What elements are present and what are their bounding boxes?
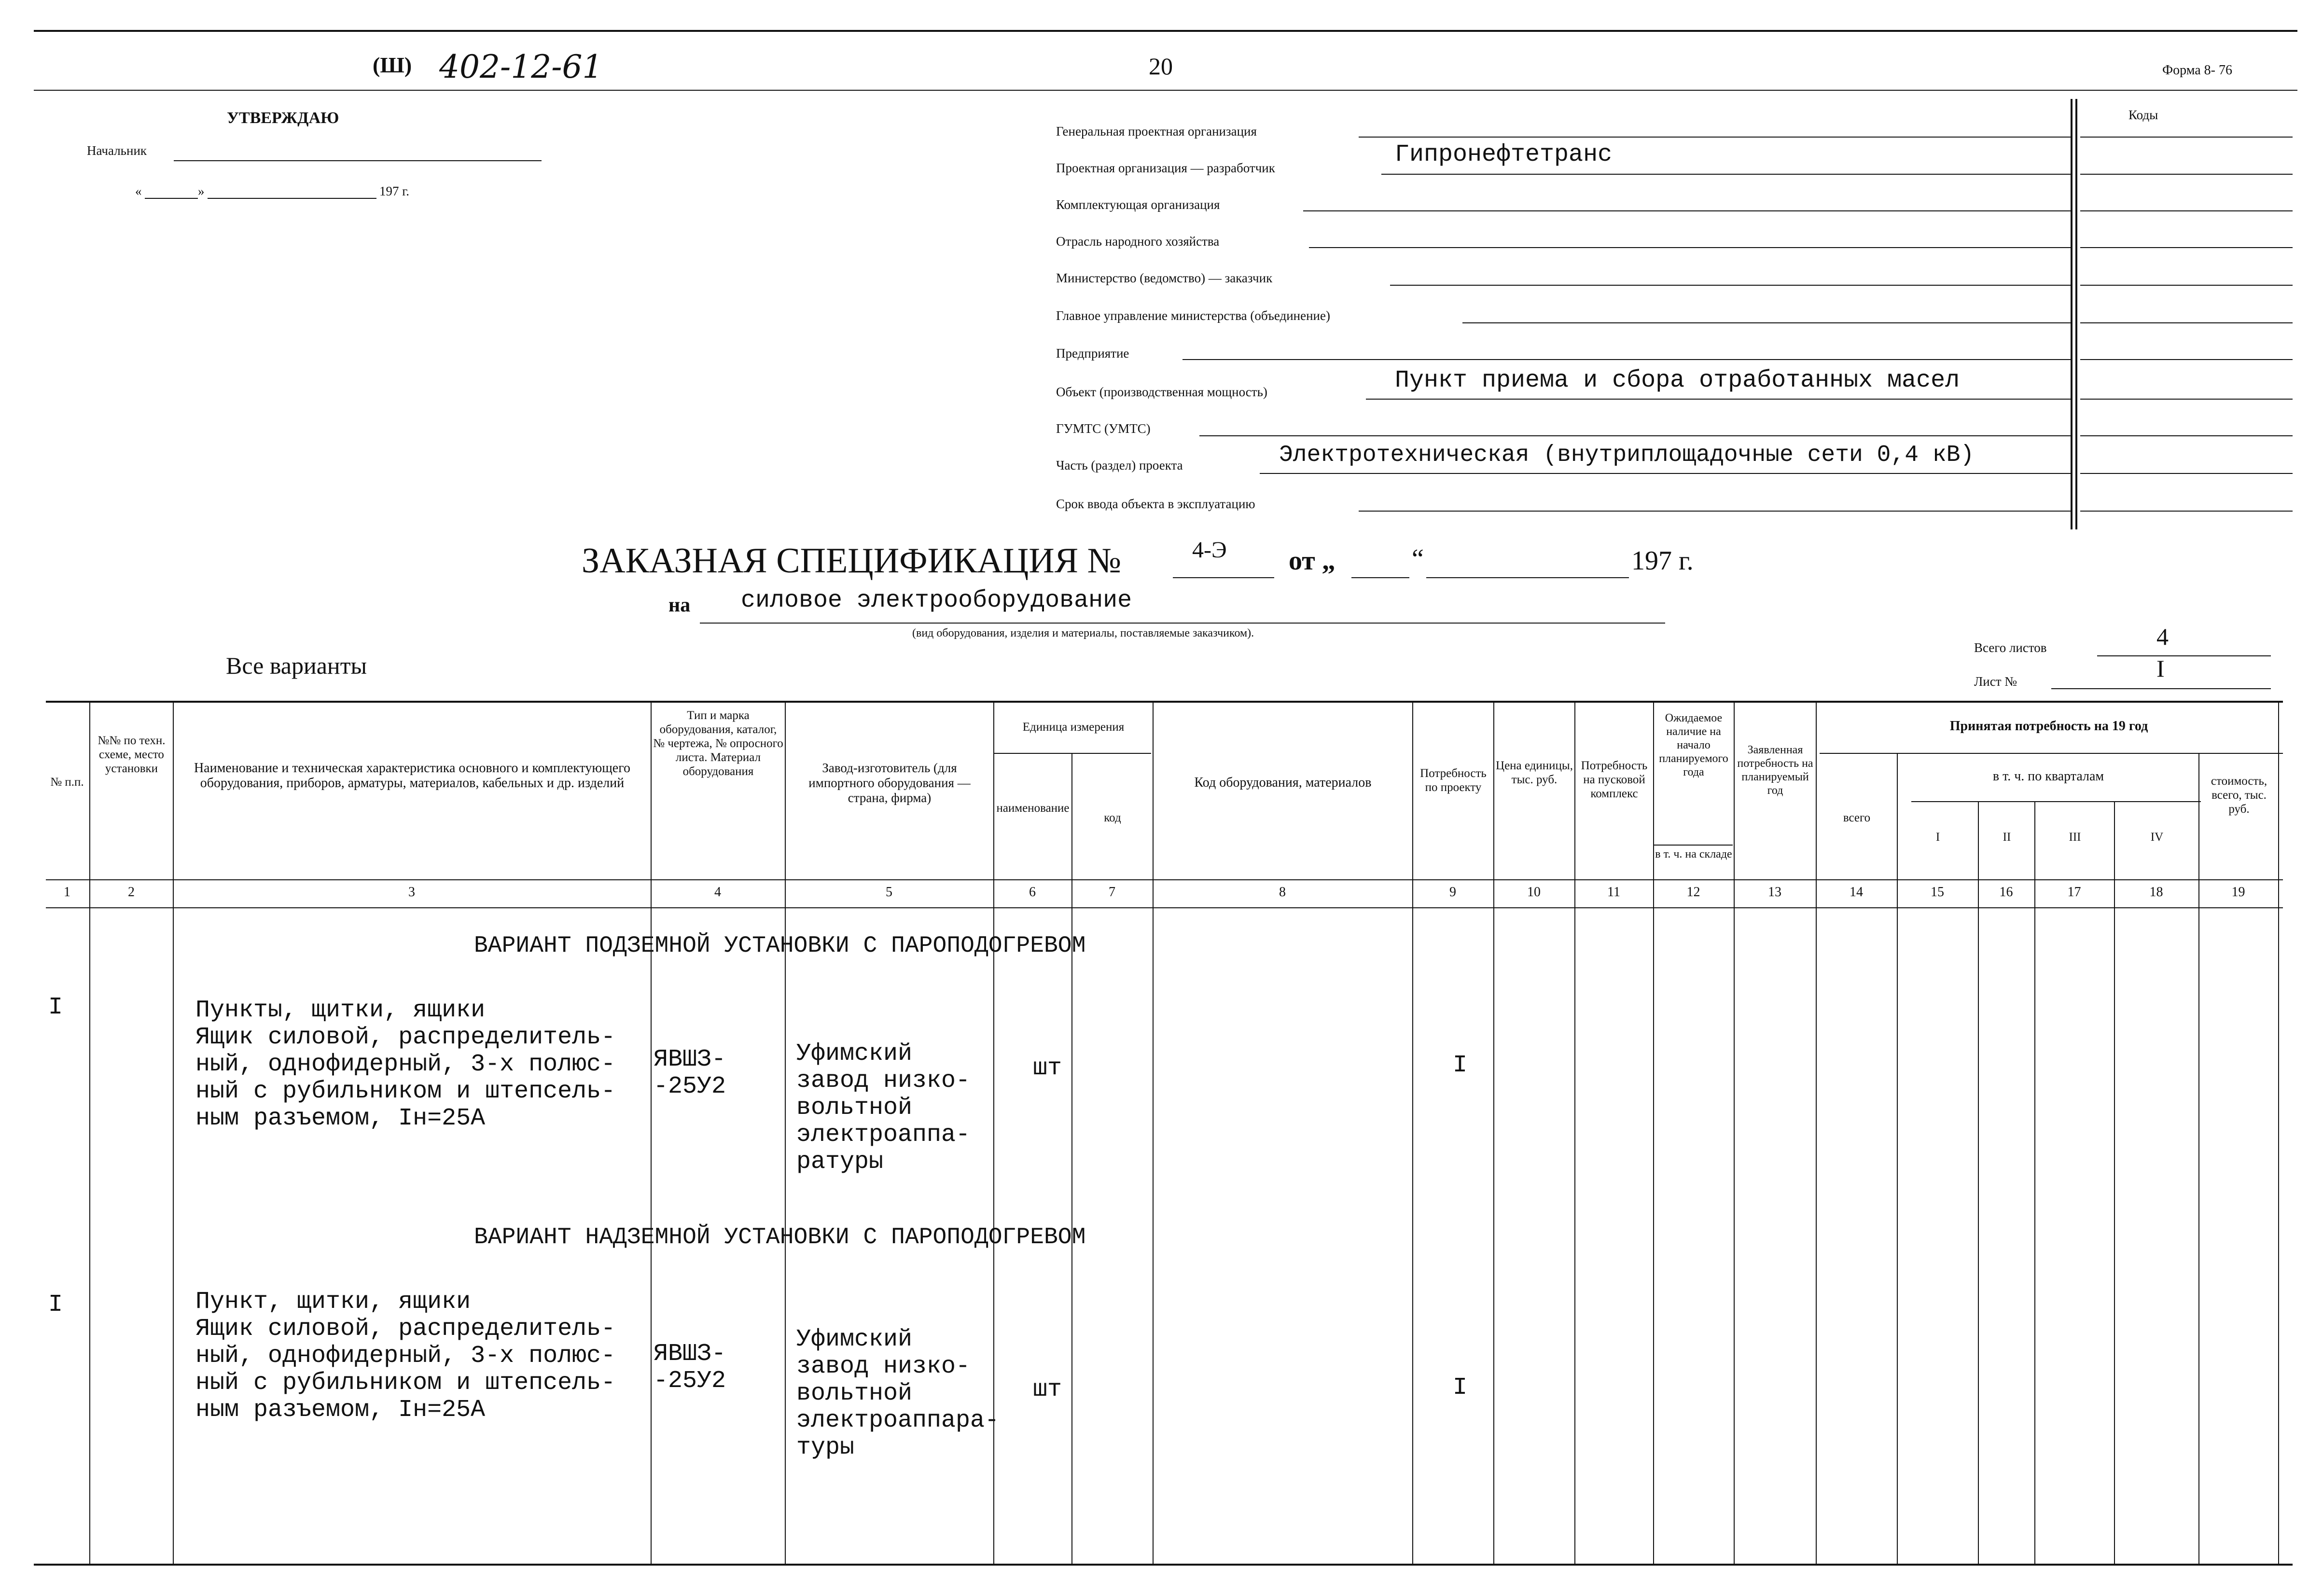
field-value: Гипронефтетранс bbox=[1395, 141, 1613, 168]
accepted-subrule bbox=[1820, 753, 2283, 754]
spec-number-line bbox=[1173, 577, 1274, 578]
row-name: Пункты, щитки, ящики Ящик силовой, распределитель- ный, однофидерный, 3-х полюс- ный с рубильником и штепсель- ным разъемом, Iн=25А bbox=[195, 997, 616, 1132]
header-project-need: Потребность по проекту bbox=[1420, 767, 1487, 794]
col-rule bbox=[2114, 801, 2115, 1564]
field-label: Министерство (ведомство) — заказчик bbox=[1056, 271, 1273, 285]
field-label: Предприятие bbox=[1056, 346, 1129, 361]
col-rule bbox=[2198, 753, 2199, 1564]
quarters-subrule bbox=[1911, 801, 2201, 802]
date-day-line bbox=[145, 198, 198, 199]
field-line bbox=[1366, 399, 2071, 400]
col-rule bbox=[1574, 701, 1575, 1564]
section-heading: ВАРИАНТ ПОДЗЕМНОЙ УСТАНОВКИ С ПАРОПОДОГРЕВОМ bbox=[474, 933, 1086, 959]
col-rule bbox=[2034, 801, 2035, 1564]
total-sheets: 4 bbox=[2156, 623, 2169, 650]
header-q3: III bbox=[2069, 831, 2081, 844]
header-scheme: №№ по техн. схеме, место установки bbox=[97, 734, 166, 775]
header-launch-need: Потребность на пусковой комплекс bbox=[1581, 759, 1648, 800]
code-line bbox=[2080, 322, 2293, 323]
codes-label: Коды bbox=[2128, 108, 2158, 122]
col-number: 16 bbox=[1999, 885, 2013, 900]
code-line bbox=[2080, 210, 2293, 211]
sheet-line bbox=[2051, 688, 2271, 689]
col-number: 10 bbox=[1527, 885, 1541, 900]
col-rule bbox=[1816, 701, 1817, 1564]
header-bottom bbox=[46, 879, 2283, 880]
header-unit-name: наименование bbox=[996, 802, 1070, 815]
col-rule bbox=[89, 701, 90, 1564]
date-close: » bbox=[198, 184, 205, 198]
date-month-line bbox=[208, 198, 376, 199]
col-number: 13 bbox=[1768, 885, 1781, 900]
col-number: 7 bbox=[1109, 885, 1115, 900]
series-prefix: (Ш) bbox=[373, 53, 412, 77]
header-cost: стоимость, всего, тыс. руб. bbox=[2211, 775, 2267, 816]
field-label: Комплектующая организация bbox=[1056, 197, 1220, 212]
code-line bbox=[2080, 399, 2293, 400]
col-number: 2 bbox=[128, 885, 135, 900]
variants-label: Все варианты bbox=[226, 652, 367, 679]
field-label: ГУМТС (УМТС) bbox=[1056, 421, 1151, 436]
header-in-stock: в т. ч. на складе bbox=[1655, 848, 1732, 860]
field-line bbox=[1182, 359, 2071, 360]
col-rule bbox=[1071, 753, 1072, 1564]
field-label: Генеральная проектная организация bbox=[1056, 124, 1257, 139]
col-number: 19 bbox=[2231, 885, 2245, 900]
field-line bbox=[1462, 322, 2071, 323]
row-number: I bbox=[48, 994, 63, 1021]
code-line bbox=[2080, 359, 2293, 360]
table-bottom bbox=[34, 1564, 2293, 1566]
col-rule bbox=[1412, 701, 1413, 1564]
col-number: 18 bbox=[2149, 885, 2163, 900]
header-total: всего bbox=[1843, 811, 1871, 824]
spec-day-line bbox=[1351, 577, 1409, 578]
row-number: I bbox=[48, 1291, 63, 1318]
row-unit: шт bbox=[1033, 1376, 1062, 1403]
field-line bbox=[1199, 435, 2071, 436]
date-open: « bbox=[135, 184, 142, 198]
row-maker: Уфимский завод низко- вольтной электроаппара- туры bbox=[796, 1326, 1000, 1461]
top-rule bbox=[34, 30, 2297, 32]
field-label: Часть (раздел) проекта bbox=[1056, 458, 1183, 472]
field-label: Срок ввода объекта в эксплуатацию bbox=[1056, 497, 1255, 511]
field-label: Проектная организация — разработчик bbox=[1056, 161, 1275, 175]
section-heading: ВАРИАНТ НАДЗЕМНОЙ УСТАНОВКИ С ПАРОПОДОГРЕВОМ bbox=[474, 1224, 1086, 1250]
row-type: ЯВШЗ- -25У2 bbox=[654, 1340, 726, 1395]
header-maker: Завод-изготовитель (для импортного оборудования — страна, фирма) bbox=[808, 761, 971, 805]
col-number: 17 bbox=[2067, 885, 2081, 900]
series-code: 402-12-61 bbox=[439, 48, 603, 85]
total-sheets-label: Всего листов bbox=[1974, 640, 2047, 655]
codes-border-left bbox=[2071, 99, 2073, 529]
code-line bbox=[2080, 247, 2293, 248]
chief-label: Начальник bbox=[87, 143, 147, 158]
code-line bbox=[2080, 473, 2293, 474]
field-line bbox=[1390, 285, 2071, 286]
col-number: 6 bbox=[1029, 885, 1036, 900]
header-q4: IV bbox=[2150, 831, 2164, 844]
page-number: 20 bbox=[1149, 53, 1173, 80]
field-line bbox=[1309, 247, 2071, 248]
form-label: Форма 8- 76 bbox=[2162, 63, 2232, 78]
code-line bbox=[2080, 511, 2293, 512]
row-maker: Уфимский завод низко- вольтной электроаппа- ратуры bbox=[796, 1040, 971, 1176]
spec-year: 197 г. bbox=[1631, 546, 1694, 576]
col-rule bbox=[1897, 753, 1898, 1564]
field-line bbox=[1260, 473, 2071, 474]
field-value: Пункт приема и сбора отработанных масел bbox=[1395, 367, 1960, 394]
col-rule bbox=[1653, 701, 1654, 1564]
header-q2: II bbox=[2003, 831, 2011, 844]
col-rule bbox=[1734, 701, 1735, 1564]
col-rule bbox=[2278, 701, 2279, 1564]
stock-subrule bbox=[1653, 845, 1733, 846]
field-line bbox=[1303, 210, 2071, 211]
code-line bbox=[2080, 174, 2293, 175]
spec-month-line bbox=[1426, 577, 1629, 578]
row-qty: I bbox=[1453, 1052, 1468, 1079]
col-rule bbox=[785, 701, 786, 1564]
header-num: № п.п. bbox=[50, 776, 84, 789]
col-rule bbox=[651, 701, 652, 1564]
top-rule-2 bbox=[34, 90, 2297, 91]
row-qty: I bbox=[1453, 1374, 1468, 1402]
col-number: 12 bbox=[1686, 885, 1700, 900]
header-name: Наименование и техническая характеристика основного и комплектующего оборудования, приборов, арматуры, материалов, кабельных и др. изделий bbox=[194, 761, 631, 791]
header-q1: I bbox=[1935, 831, 1940, 844]
field-label: Отрасль народного хозяйства bbox=[1056, 234, 1220, 249]
spec-on-label: на bbox=[668, 594, 691, 616]
col-number: 5 bbox=[886, 885, 892, 900]
sheet-label: Лист № bbox=[1974, 674, 2017, 689]
header-equip-code: Код оборудования, материалов bbox=[1194, 775, 1372, 790]
col-number: 9 bbox=[1449, 885, 1456, 900]
col-number: 1 bbox=[64, 885, 70, 900]
field-line bbox=[1381, 174, 2071, 175]
row-unit: шт bbox=[1033, 1055, 1062, 1082]
chief-line bbox=[174, 160, 542, 161]
header-type: Тип и марка оборудования, каталог, № чертежа, № опросного листа. Материал оборудования bbox=[653, 709, 783, 778]
codes-border-inner bbox=[2075, 99, 2077, 529]
numbers-bottom bbox=[46, 907, 2283, 908]
row-name: Пункт, щитки, ящики Ящик силовой, распределитель- ный, однофидерный, 3-х полюс- ный с рубильником и штепсель- ным разъемом, Iн=25А bbox=[195, 1288, 616, 1424]
col-rule bbox=[1153, 701, 1154, 1564]
approve-title: УТВЕРЖДАЮ bbox=[227, 109, 339, 127]
row-type: ЯВШЗ- -25У2 bbox=[654, 1046, 726, 1100]
col-rule bbox=[173, 701, 174, 1564]
field-label: Объект (производственная мощность) bbox=[1056, 385, 1267, 399]
col-number: 3 bbox=[408, 885, 415, 900]
header-unit-code: код bbox=[1104, 811, 1121, 824]
col-number: 8 bbox=[1279, 885, 1286, 900]
total-sheets-line bbox=[2097, 655, 2271, 656]
code-line bbox=[2080, 137, 2293, 138]
header-declared: Заявленная потребность на планируемый год bbox=[1737, 744, 1813, 797]
header-unit: Единица измерения bbox=[1022, 721, 1125, 734]
spec-on-value: силовое электрооборудование bbox=[741, 587, 1132, 614]
spec-from: от „ bbox=[1289, 546, 1335, 576]
header-accepted: Принятая потребность на 19 год bbox=[1949, 719, 2148, 734]
header-price: Цена единицы, тыс. руб. bbox=[1496, 759, 1573, 786]
col-number: 4 bbox=[714, 885, 721, 900]
col-number: 14 bbox=[1850, 885, 1863, 900]
col-rule bbox=[1978, 801, 1979, 1564]
spec-title: ЗАКАЗНАЯ СПЕЦИФИКАЦИЯ № bbox=[582, 541, 1122, 581]
spec-number: 4-Э bbox=[1192, 537, 1227, 563]
code-line bbox=[2080, 285, 2293, 286]
col-rule bbox=[1493, 701, 1494, 1564]
spec-quote: “ bbox=[1412, 544, 1424, 574]
field-line bbox=[1359, 511, 2071, 512]
col-number: 11 bbox=[1607, 885, 1620, 900]
date-year: 197 г. bbox=[379, 184, 410, 198]
header-expected: Ожидаемое наличие на начало планируемого года bbox=[1659, 712, 1728, 778]
table-top bbox=[46, 701, 2283, 703]
field-label: Главное управление министерства (объединение) bbox=[1056, 308, 1330, 323]
field-value: Электротехническая (внутриплощадочные сети 0,4 кВ) bbox=[1279, 442, 1975, 468]
code-line bbox=[2080, 435, 2293, 436]
spec-on-line bbox=[700, 623, 1665, 624]
header-quarters: в т. ч. по кварталам bbox=[1992, 769, 2104, 784]
unit-subrule bbox=[994, 753, 1151, 754]
spec-on-hint: (вид оборудования, изделия и материалы, поставляемые заказчиком). bbox=[912, 627, 1254, 639]
field-line bbox=[1359, 137, 2071, 138]
sheet-number: I bbox=[2156, 655, 2165, 682]
col-number: 15 bbox=[1931, 885, 1944, 900]
